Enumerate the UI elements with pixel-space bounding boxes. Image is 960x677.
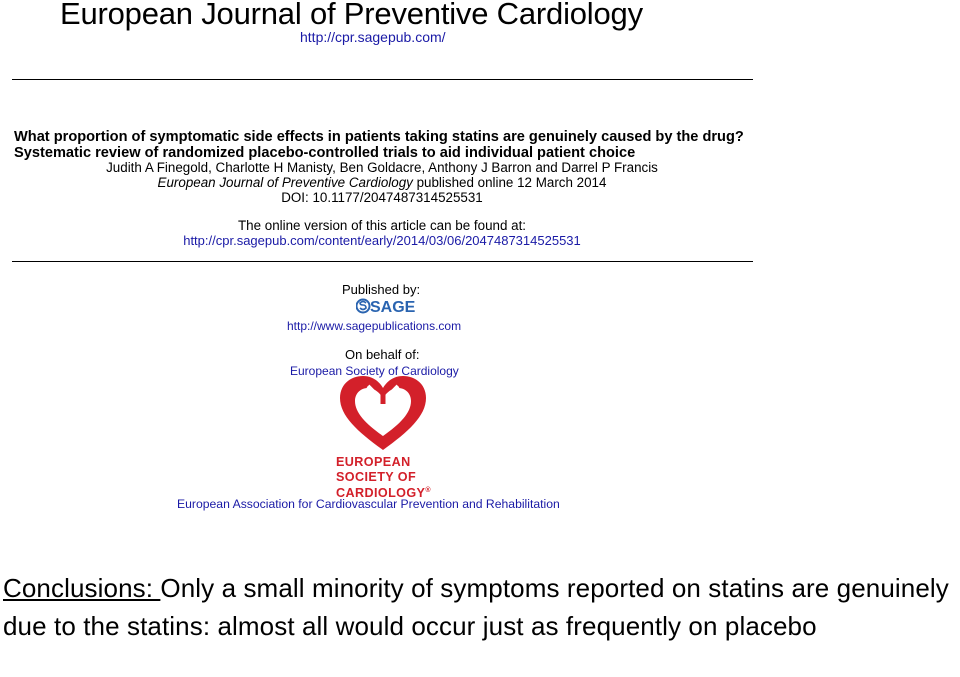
divider-bottom (12, 261, 753, 262)
esc-logo-wordmark (336, 455, 432, 501)
esc-link[interactable]: European Society of Cardiology (290, 364, 459, 378)
sage-logo-s (360, 302, 366, 310)
sage-url-link[interactable]: http://www.sagepublications.com (287, 319, 462, 333)
esc-logo-line-2: SOCIETY OF (336, 469, 417, 484)
online-version-link[interactable]: http://cpr.sagepub.com/content/early/2014/03/06/2047487314525531 (183, 233, 581, 248)
article-doi: DOI: 10.1177/2047487314525531 (281, 190, 483, 205)
esc-logo-reg-mark: ® (425, 487, 431, 494)
article-title: What proportion of symptomatic side effects in patients taking statins are genuinely caused by the drug? Systematic review of randomized placebo-controlled trials to aid individual patient choice (14, 129, 744, 161)
conclusion-body: Only a small minority of symptoms reported on statins are genuinely due to the statins: almost all would occur just as frequently on placebo (3, 573, 949, 641)
esc-logo-line-1: EUROPEAN (336, 455, 411, 469)
conclusion-label: Conclusions: (3, 573, 161, 603)
journal-url-link[interactable]: http://cpr.sagepub.com/ (300, 29, 446, 45)
esc-logo-line-3-text: CARDIOLOGY (336, 486, 426, 501)
conclusion-text (3, 570, 960, 645)
sage-logo-text: SAGE (370, 299, 416, 316)
published-by-label: Published by: (342, 282, 421, 297)
esc-heart-logo-icon (338, 374, 428, 454)
publication-line (0, 175, 764, 190)
online-version-label: The online version of this article can be found at: (237, 218, 527, 233)
journal-name-italic: European Journal of Preventive Cardiology (157, 175, 413, 190)
divider-top (12, 79, 753, 80)
sage-logo (356, 296, 416, 318)
published-date: published online 12 March 2014 (412, 175, 607, 190)
on-behalf-label: On behalf of: (345, 347, 420, 362)
article-authors: Judith A Finegold, Charlotte H Manisty, Ben Goldacre, Anthony J Barron and Darrel P Francis (106, 160, 658, 175)
eacpr-link[interactable]: European Association for Cardiovascular Prevention and Rehabilitation (177, 497, 560, 511)
journal-title: European Journal of Preventive Cardiology (60, 0, 643, 31)
